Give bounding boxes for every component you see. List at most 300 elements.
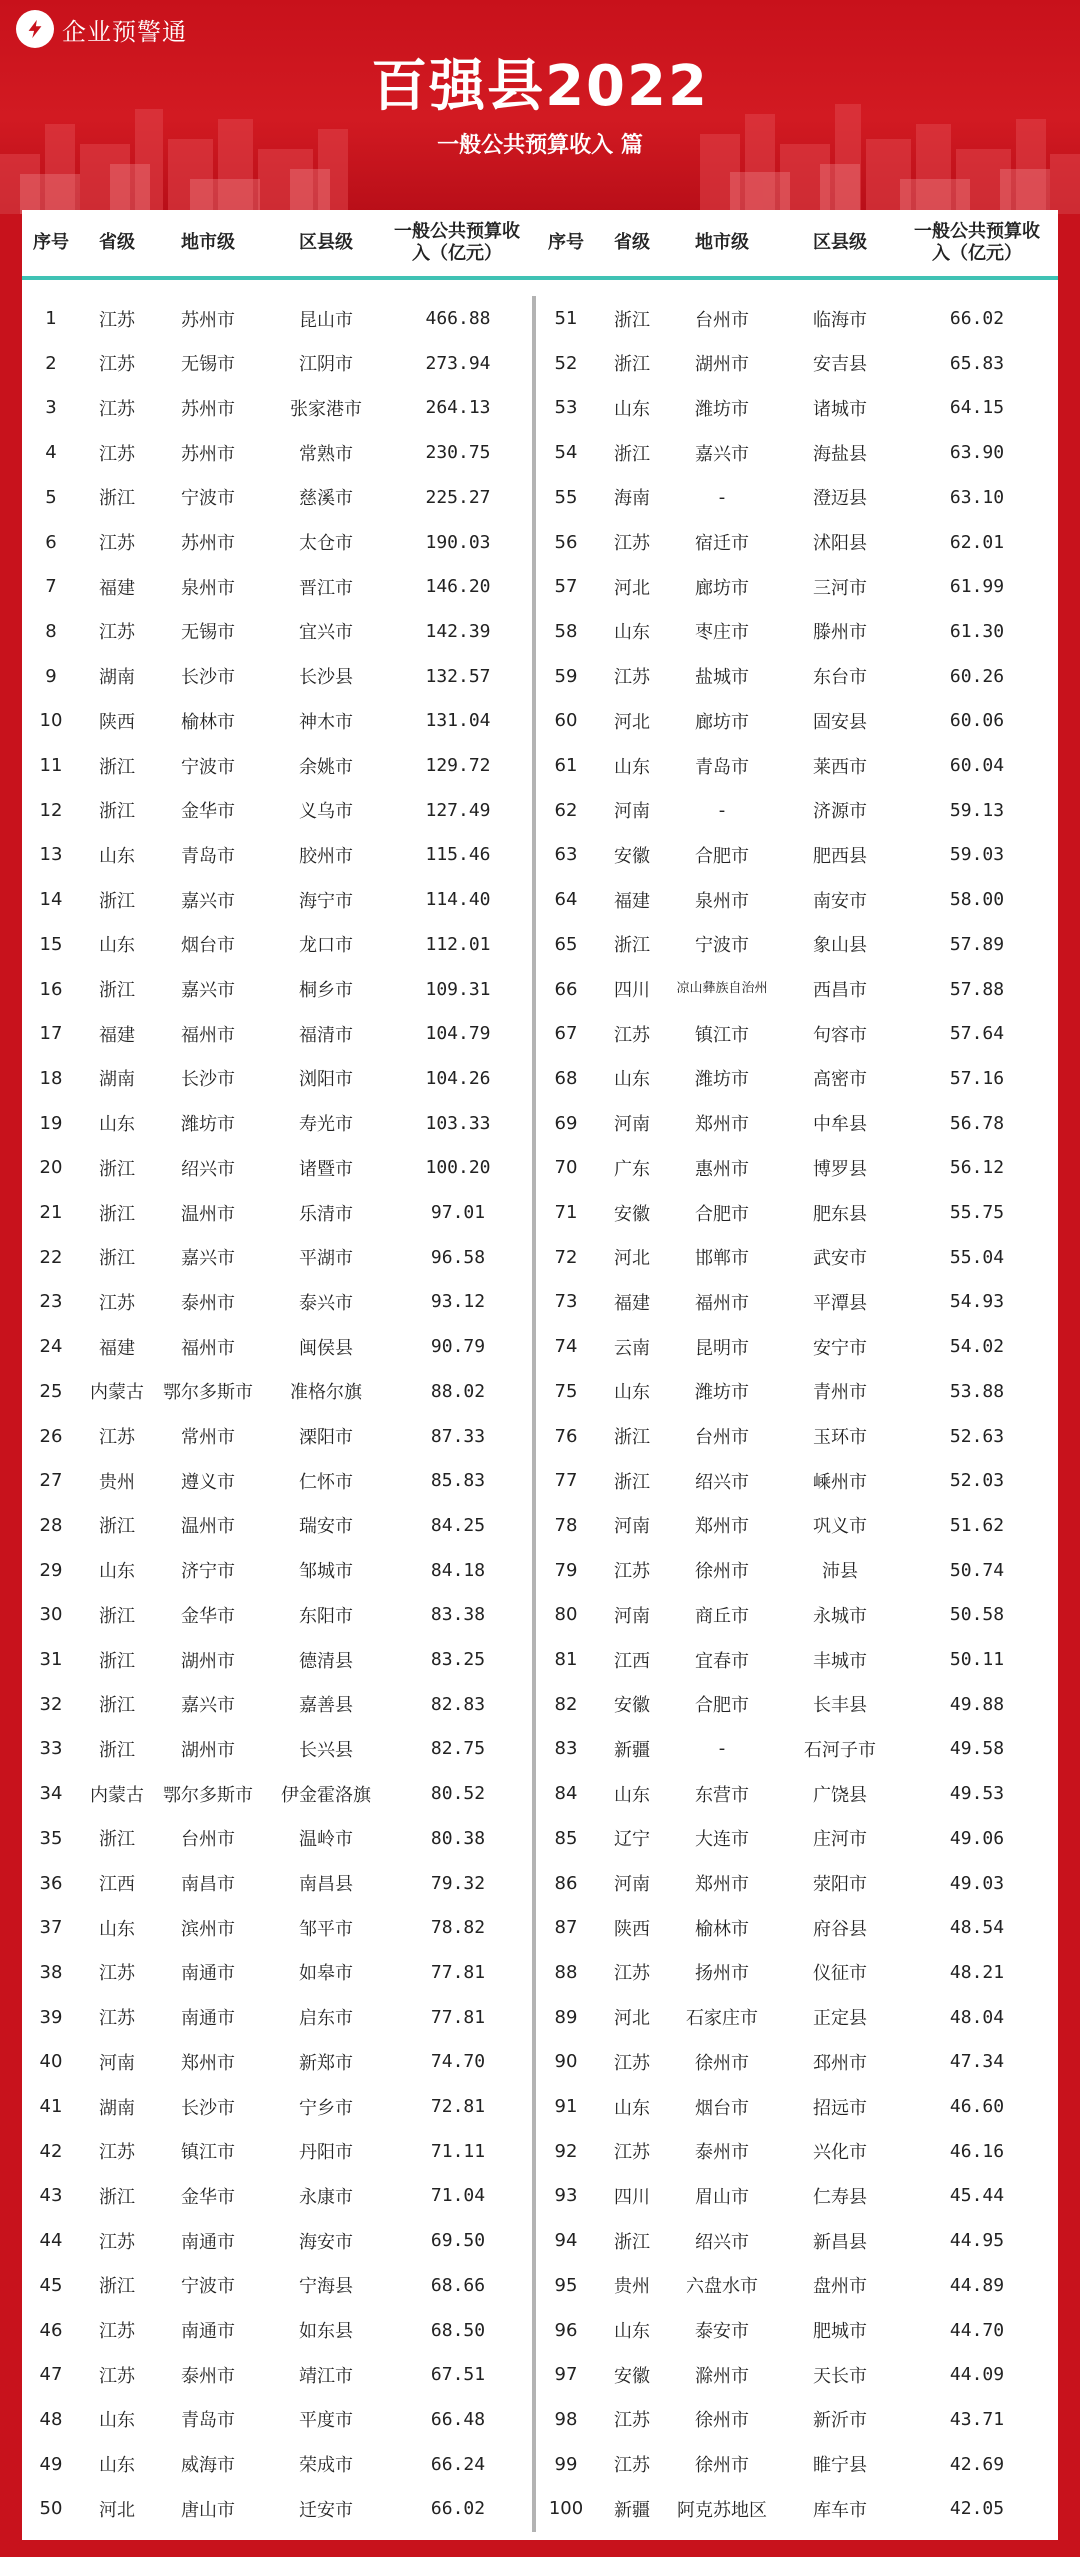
cell-county: 永城市 — [813, 1605, 867, 1627]
cell-value: 54.93 — [949, 1291, 1005, 1313]
cell-rank: 13 — [39, 844, 63, 866]
cell-county: 长兴县 — [299, 1739, 353, 1761]
cell-rank: 79 — [554, 1559, 578, 1581]
cell-province: 海南 — [614, 488, 650, 510]
cell-province: 山东 — [99, 845, 135, 867]
cell-county: 丹阳市 — [299, 2142, 353, 2164]
page-subtitle: 一般公共预算收入 篇 — [437, 133, 643, 158]
header-province-right: 省级 — [614, 232, 650, 253]
cell-value: 60.06 — [949, 710, 1005, 732]
cell-city: 榆林市 — [181, 711, 235, 733]
cell-province: 福建 — [614, 890, 650, 912]
cell-county: 宁海县 — [299, 2276, 353, 2298]
cell-value: 79.32 — [430, 1872, 486, 1894]
cell-province: 江苏 — [99, 1292, 135, 1314]
cell-county: 靖江市 — [299, 2365, 353, 2387]
cell-value: 104.26 — [425, 1067, 491, 1089]
cell-city: 嘉兴市 — [695, 443, 749, 465]
cell-city: 泉州市 — [695, 890, 749, 912]
cell-province: 浙江 — [99, 890, 135, 912]
cell-city: 潍坊市 — [695, 1382, 749, 1404]
cell-rank: 54 — [554, 442, 578, 464]
cell-value: 83.25 — [430, 1649, 486, 1670]
cell-value: 115.46 — [425, 844, 491, 866]
cell-value: 88.02 — [430, 1380, 486, 1402]
cell-city: 绍兴市 — [695, 2231, 749, 2253]
cell-county: 博罗县 — [813, 1158, 867, 1180]
cell-city: 福州市 — [181, 1337, 235, 1359]
cell-value: 77.81 — [430, 1961, 486, 1983]
cell-rank: 52 — [554, 352, 578, 374]
cell-city: 湖州市 — [181, 1650, 235, 1672]
cell-value: 84.25 — [430, 1514, 486, 1536]
cell-value: 48.04 — [949, 2006, 1005, 2028]
cell-city: 青岛市 — [181, 845, 235, 867]
cell-value: 80.52 — [430, 1783, 486, 1805]
table-row — [22, 341, 1058, 386]
cell-rank: 82 — [554, 1693, 578, 1715]
cell-rank: 9 — [45, 665, 57, 687]
cell-value: 74.70 — [430, 2051, 486, 2073]
cell-province: 江苏 — [614, 1024, 650, 1046]
cell-city: 南通市 — [181, 1963, 235, 1985]
cell-province: 浙江 — [99, 2276, 135, 2298]
table-row — [22, 698, 1058, 743]
cell-city: 邯郸市 — [695, 1248, 749, 1270]
cell-rank: 61 — [554, 755, 578, 776]
cell-city: 鄂尔多斯市 — [163, 1382, 253, 1404]
cell-county: 嘉善县 — [299, 1695, 353, 1717]
cell-city: 苏州市 — [181, 398, 235, 420]
cell-city: 合肥市 — [695, 1203, 749, 1225]
cell-value: 82.75 — [430, 1738, 486, 1760]
cell-county: 新昌县 — [813, 2231, 867, 2253]
cell-city: 眉山市 — [695, 2186, 749, 2208]
cell-province: 山东 — [99, 1918, 135, 1940]
cell-value: 49.58 — [949, 1738, 1005, 1760]
cell-city: 嘉兴市 — [181, 1695, 235, 1717]
cell-city: 郑州市 — [695, 1874, 749, 1895]
cell-county: 库车市 — [813, 2499, 867, 2521]
cell-rank: 66 — [554, 978, 578, 1000]
table-row — [22, 2308, 1058, 2353]
cell-city: 东营市 — [695, 1784, 749, 1806]
cell-city: 宿迁市 — [695, 533, 749, 554]
cell-county: 肥城市 — [813, 2321, 867, 2342]
cell-province: 河北 — [614, 2008, 650, 2030]
cell-county: 南昌县 — [299, 1874, 353, 1895]
cell-province: 河南 — [99, 2052, 135, 2074]
cell-city: 镇江市 — [181, 2142, 235, 2164]
cell-value: 60.04 — [949, 755, 1005, 776]
cell-rank: 97 — [554, 2364, 578, 2386]
cell-rank: 45 — [39, 2274, 63, 2296]
cell-city: 长沙市 — [181, 2097, 235, 2119]
cell-rank: 11 — [39, 755, 63, 776]
cell-county: 邹城市 — [299, 1561, 353, 1583]
table-row — [22, 877, 1058, 922]
cell-value: 49.06 — [949, 1827, 1005, 1849]
cell-city: 南通市 — [181, 2008, 235, 2030]
table-row — [22, 832, 1058, 877]
cell-province: 四川 — [614, 980, 650, 1001]
cell-city: 六盘水市 — [686, 2276, 758, 2298]
cell-province: 江苏 — [99, 354, 135, 376]
cell-province: 山东 — [614, 1069, 650, 1091]
cell-rank: 53 — [554, 397, 578, 419]
cell-province: 山东 — [614, 398, 650, 420]
table-row — [22, 1548, 1058, 1593]
table-row — [22, 654, 1058, 699]
cell-province: 江苏 — [99, 398, 135, 420]
table-row — [22, 1637, 1058, 1682]
cell-rank: 43 — [39, 2185, 63, 2207]
cell-city: 潍坊市 — [695, 1069, 749, 1091]
cell-county: 象山县 — [813, 935, 867, 957]
cell-city: 福州市 — [695, 1292, 749, 1314]
cell-value: 42.05 — [949, 2498, 1005, 2520]
cell-county: 仪征市 — [813, 1963, 867, 1985]
table-row — [22, 1592, 1058, 1637]
cell-province: 湖南 — [99, 667, 135, 689]
cell-rank: 87 — [554, 1917, 578, 1939]
cell-city: 郑州市 — [695, 1114, 749, 1136]
cell-county: 启东市 — [299, 2008, 353, 2030]
cell-value: 62.01 — [949, 531, 1005, 553]
cell-county: 青州市 — [813, 1382, 867, 1404]
cell-province: 福建 — [99, 1024, 135, 1046]
header-revenue: 一般公共预算收入（亿元） — [394, 221, 520, 264]
cell-value: 104.79 — [425, 1023, 491, 1045]
cell-county: 固安县 — [813, 711, 867, 733]
cell-value: 103.33 — [425, 1112, 491, 1134]
cell-city: 滁州市 — [695, 2365, 749, 2387]
cell-value: 49.03 — [949, 1872, 1005, 1894]
cell-city: - — [718, 799, 726, 821]
cell-value: 50.11 — [949, 1649, 1005, 1670]
cell-value: 77.81 — [430, 2006, 486, 2028]
cell-county: 滕州市 — [813, 622, 867, 644]
cell-value: 48.54 — [949, 1917, 1005, 1939]
header-rank-right: 序号 — [548, 232, 584, 253]
cell-rank: 37 — [39, 1917, 63, 1939]
cell-province: 贵州 — [614, 2276, 650, 2298]
cell-value: 132.57 — [425, 665, 491, 687]
cell-rank: 26 — [39, 1425, 63, 1447]
table-row — [22, 788, 1058, 833]
cell-county: 闽侯县 — [299, 1337, 353, 1359]
table-row — [22, 2352, 1058, 2397]
cell-rank: 91 — [554, 2096, 578, 2117]
cell-rank: 29 — [39, 1559, 63, 1581]
cell-value: 44.95 — [949, 2230, 1005, 2252]
cell-province: 江苏 — [614, 1963, 650, 1985]
cell-province: 浙江 — [614, 309, 650, 331]
table-row — [22, 1771, 1058, 1816]
cell-province: 湖南 — [99, 2097, 135, 2119]
cell-province: 四川 — [614, 2186, 650, 2208]
cell-province: 浙江 — [99, 1739, 135, 1761]
cell-province: 河南 — [614, 801, 650, 823]
cell-value: 264.13 — [425, 397, 491, 419]
cell-city: 绍兴市 — [181, 1158, 235, 1180]
header-city: 地市级 — [181, 232, 235, 253]
cell-rank: 17 — [39, 1023, 63, 1045]
cell-province: 山东 — [99, 1561, 135, 1583]
cell-province: 安徽 — [614, 845, 650, 867]
cell-value: 129.72 — [425, 755, 491, 776]
cell-rank: 100 — [548, 2498, 584, 2520]
cell-value: 131.04 — [425, 710, 491, 732]
table-row — [22, 609, 1058, 654]
cell-province: 江苏 — [99, 2365, 135, 2387]
cell-rank: 58 — [554, 620, 578, 642]
cell-rank: 33 — [39, 1738, 63, 1760]
cell-county: 泰兴市 — [299, 1292, 353, 1314]
cell-province: 江苏 — [99, 2008, 135, 2030]
cell-value: 56.78 — [949, 1112, 1005, 1134]
cell-city: 廊坊市 — [695, 711, 749, 733]
cell-county: 正定县 — [813, 2008, 867, 2030]
cell-value: 230.75 — [425, 442, 491, 464]
cell-rank: 32 — [39, 1693, 63, 1715]
cell-province: 浙江 — [614, 2231, 650, 2253]
table-row — [22, 475, 1058, 520]
cell-city: 徐州市 — [695, 1561, 749, 1583]
cell-city: 南通市 — [181, 2231, 235, 2253]
cell-value: 57.89 — [949, 933, 1005, 955]
cell-county: 晋江市 — [299, 577, 353, 599]
cell-value: 65.83 — [949, 352, 1005, 374]
cell-rank: 76 — [554, 1425, 578, 1447]
table-row — [22, 2129, 1058, 2174]
cell-value: 55.75 — [949, 1202, 1005, 1223]
cell-county: 睢宁县 — [813, 2455, 867, 2477]
cell-value: 71.04 — [430, 2185, 486, 2207]
cell-city: 扬州市 — [695, 1963, 749, 1985]
cell-value: 44.89 — [949, 2274, 1005, 2296]
table-row — [22, 1056, 1058, 1101]
cell-value: 43.71 — [949, 2408, 1005, 2430]
cell-value: 59.13 — [949, 799, 1005, 821]
cell-county: 肥西县 — [813, 845, 867, 867]
cell-city: 威海市 — [181, 2455, 235, 2477]
cell-rank: 31 — [39, 1649, 63, 1670]
cell-province: 山东 — [614, 622, 650, 644]
cell-rank: 15 — [39, 933, 63, 955]
table-row — [22, 564, 1058, 609]
table-row — [22, 2486, 1058, 2531]
cell-value: 57.64 — [949, 1023, 1005, 1045]
cell-value: 90.79 — [430, 1336, 486, 1358]
cell-rank: 3 — [45, 397, 57, 419]
cell-city: 泰州市 — [181, 2365, 235, 2387]
cell-rank: 72 — [554, 1246, 578, 1268]
cell-province: 江苏 — [99, 443, 135, 465]
cell-county: 新郑市 — [299, 2052, 353, 2074]
cell-province: 江苏 — [99, 2231, 135, 2253]
cell-city: 苏州市 — [181, 443, 235, 465]
cell-rank: 84 — [554, 1783, 578, 1805]
cell-county: 浏阳市 — [299, 1069, 353, 1091]
cell-rank: 55 — [554, 486, 578, 508]
cell-city: 滨州市 — [181, 1918, 235, 1940]
cell-rank: 19 — [39, 1112, 63, 1134]
cell-rank: 69 — [554, 1112, 578, 1134]
cell-city: 金华市 — [181, 801, 235, 823]
cell-province: 浙江 — [614, 354, 650, 376]
table-row — [22, 1682, 1058, 1727]
cell-county: 长沙县 — [299, 667, 353, 689]
cell-county: 昆山市 — [299, 309, 353, 331]
cell-value: 46.16 — [949, 2140, 1005, 2162]
cell-province: 江苏 — [99, 1427, 135, 1448]
cell-value: 97.01 — [430, 1202, 486, 1223]
cell-province: 浙江 — [99, 1829, 135, 1851]
cell-county: 天长市 — [813, 2365, 867, 2387]
cell-county: 沛县 — [822, 1561, 858, 1583]
cell-city: - — [718, 1738, 726, 1760]
cell-value: 127.49 — [425, 799, 491, 821]
cell-county: 常熟市 — [299, 443, 353, 465]
cell-rank: 39 — [39, 2006, 63, 2028]
cell-city: 台州市 — [181, 1829, 235, 1851]
cell-rank: 4 — [45, 442, 57, 464]
cell-province: 山东 — [614, 1382, 650, 1404]
cell-rank: 8 — [45, 620, 57, 642]
cell-city: 南昌市 — [181, 1874, 235, 1895]
cell-province: 江西 — [614, 1650, 650, 1672]
cell-rank: 89 — [554, 2006, 578, 2028]
cell-city: 烟台市 — [695, 2097, 749, 2119]
cell-city: - — [718, 486, 726, 508]
table-row — [22, 1101, 1058, 1146]
cell-county: 安吉县 — [813, 354, 867, 376]
cell-province: 福建 — [99, 1337, 135, 1359]
cell-province: 浙江 — [99, 1650, 135, 1672]
cell-county: 临海市 — [813, 309, 867, 331]
cell-province: 湖南 — [99, 1069, 135, 1091]
cell-county: 兴化市 — [813, 2142, 867, 2164]
cell-province: 浙江 — [99, 980, 135, 1001]
header-rank: 序号 — [33, 232, 69, 253]
cell-city: 苏州市 — [181, 533, 235, 554]
cell-rank: 14 — [39, 889, 63, 911]
cell-city: 无锡市 — [181, 622, 235, 644]
cell-rank: 80 — [554, 1604, 578, 1626]
cell-county: 如皋市 — [299, 1963, 353, 1985]
cell-province: 陕西 — [614, 1918, 650, 1940]
table-row — [22, 2397, 1058, 2442]
cell-value: 87.33 — [430, 1425, 486, 1447]
cell-value: 142.39 — [425, 620, 491, 642]
table-row — [22, 2263, 1058, 2308]
cell-province: 江苏 — [614, 1561, 650, 1583]
cell-rank: 64 — [554, 889, 578, 911]
cell-county: 句容市 — [813, 1024, 867, 1046]
cell-city: 遵义市 — [181, 1471, 235, 1493]
cell-rank: 75 — [554, 1380, 578, 1402]
cell-rank: 2 — [45, 352, 57, 374]
cell-value: 53.88 — [949, 1380, 1005, 1402]
cell-city: 嘉兴市 — [181, 890, 235, 912]
cell-province: 河北 — [614, 711, 650, 733]
cell-rank: 92 — [554, 2140, 578, 2162]
cell-value: 100.20 — [425, 1157, 491, 1179]
cell-rank: 98 — [554, 2408, 578, 2430]
cell-province: 辽宁 — [614, 1829, 650, 1851]
cell-city: 无锡市 — [181, 354, 235, 376]
header-county-right: 区县级 — [813, 232, 867, 253]
table-row — [22, 1503, 1058, 1548]
cell-rank: 27 — [39, 1470, 63, 1492]
table-row — [22, 1011, 1058, 1056]
table-row — [22, 430, 1058, 475]
cell-province: 江苏 — [614, 667, 650, 689]
cell-rank: 88 — [554, 1961, 578, 1983]
cell-rank: 56 — [554, 531, 578, 553]
cell-county: 长丰县 — [813, 1695, 867, 1717]
cell-rank: 83 — [554, 1738, 578, 1760]
cell-value: 47.34 — [949, 2051, 1005, 2073]
cell-rank: 57 — [554, 576, 578, 598]
cell-city: 宁波市 — [695, 935, 749, 957]
cell-city: 昆明市 — [695, 1337, 749, 1359]
cell-province: 浙江 — [99, 801, 135, 823]
cell-province: 浙江 — [99, 1248, 135, 1270]
cell-province: 河北 — [614, 1248, 650, 1270]
cell-county: 永康市 — [299, 2186, 353, 2208]
cell-city: 廊坊市 — [695, 577, 749, 599]
cell-rank: 60 — [554, 710, 578, 732]
cell-county: 济源市 — [813, 801, 867, 823]
cell-county: 迁安市 — [299, 2499, 353, 2521]
cell-city: 潍坊市 — [181, 1114, 235, 1136]
cell-province: 浙江 — [614, 1427, 650, 1448]
cell-rank: 85 — [554, 1827, 578, 1849]
cell-value: 83.38 — [430, 1604, 486, 1626]
cell-city: 徐州市 — [695, 2052, 749, 2074]
cell-value: 45.44 — [949, 2185, 1005, 2207]
cell-value: 57.88 — [949, 978, 1005, 1000]
table-row — [22, 1145, 1058, 1190]
cell-province: 江苏 — [99, 2142, 135, 2164]
cell-county: 莱西市 — [813, 756, 867, 778]
cell-value: 66.02 — [430, 2498, 486, 2520]
cell-province: 河南 — [614, 1874, 650, 1895]
cell-value: 42.69 — [949, 2453, 1005, 2475]
cell-value: 225.27 — [425, 486, 491, 508]
cell-rank: 94 — [554, 2230, 578, 2252]
cell-province: 江苏 — [614, 2142, 650, 2164]
table-row — [22, 1816, 1058, 1861]
cell-city: 石家庄市 — [686, 2008, 758, 2030]
cell-value: 66.02 — [949, 308, 1005, 329]
cell-county: 诸城市 — [813, 398, 867, 420]
cell-value: 61.99 — [949, 576, 1005, 598]
table-row — [22, 743, 1058, 788]
cell-rank: 63 — [554, 844, 578, 866]
cell-city: 枣庄市 — [695, 622, 749, 644]
cell-rank: 65 — [554, 933, 578, 955]
cell-city: 金华市 — [181, 1605, 235, 1627]
cell-rank: 22 — [39, 1246, 63, 1268]
cell-rank: 20 — [39, 1157, 63, 1179]
cell-rank: 49 — [39, 2453, 63, 2475]
cell-province: 山东 — [614, 2321, 650, 2342]
cell-city: 鄂尔多斯市 — [163, 1784, 253, 1806]
cell-province: 云南 — [614, 1337, 650, 1359]
